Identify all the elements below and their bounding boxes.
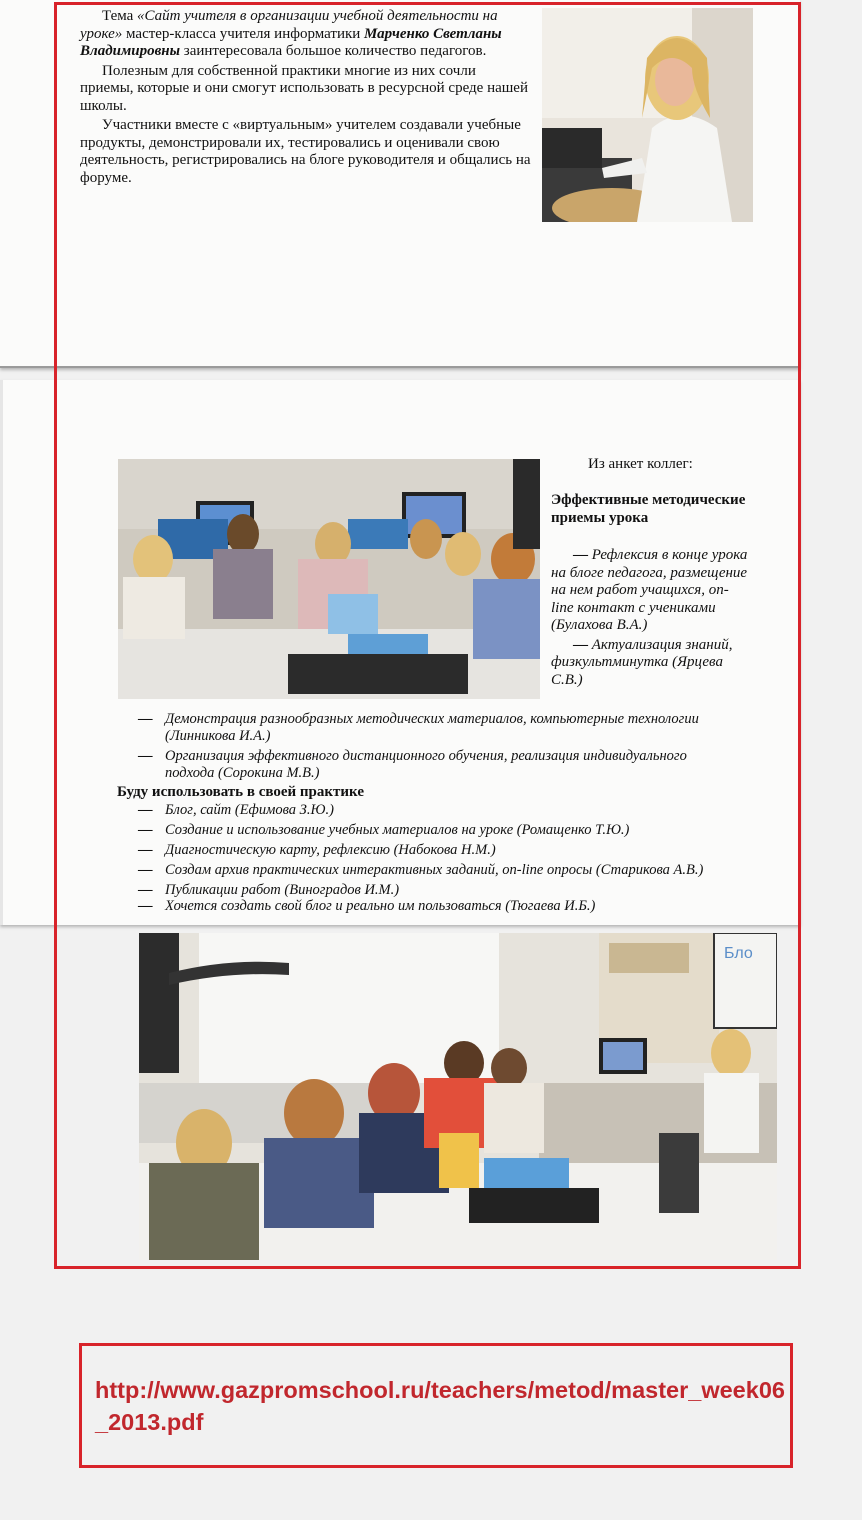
intro-paragraph-3: Участники вместе с «виртуальным» учителем создавали учебные продукты, демонстрировали их, тестировались и оценивали свою деятельность, регистрировались на блоге руководителя и общались на форуме.	[80, 117, 531, 186]
list-item: — Диагностическую карту, рефлексию (Набокова Н.М.)	[138, 842, 496, 858]
use-in-practice-heading: Буду использовать в своей практике	[117, 784, 364, 800]
screen-caption: Бло	[724, 945, 753, 962]
list-item: — Демонстрация разнообразных методических материалов, компьютерные технологии (Линникова И.А.)	[138, 711, 699, 744]
intro-paragraph-1: Тема «Сайт учителя в организации учебной деятельности на уроке» мастер-класса учителя информатики Марченко Светланы Владимировны заинтересовала большое количество педагогов.	[80, 8, 502, 59]
survey-heading: Эффективные методические приемы урока	[551, 492, 746, 526]
topic-title: «Сайт учителя в организации учебной деятельности на уроке»	[80, 8, 498, 42]
page-edge	[0, 380, 3, 925]
list-item: — Блог, сайт (Ефимова З.Ю.)	[138, 802, 334, 818]
list-item: — Хочется создать свой блог и реально им пользоваться (Тюгаева И.Б.)	[138, 898, 596, 914]
list-item: — Рефлексия в конце урока на блоге педагога, размещение на нем работ учащихся, on-line контакт с учениками (Булахова В.А.)	[551, 547, 748, 633]
teacher-name: Марченко Светланы Владимировны	[80, 25, 502, 59]
survey-title: Из анкет коллег:	[588, 456, 693, 472]
list-item: — Организация эффективного дистанционного обучения, реализация индивидуального подхода (Сорокина М.В.)	[138, 748, 687, 781]
list-item: — Актуализация знаний, физкультминутка (Ярцева С.В.)	[551, 636, 733, 688]
source-url-link[interactable]: http://www.gazpromschool.ru/teachers/metod/master_week06_2013.pdf	[95, 1377, 785, 1435]
list-item: — Создание и использование учебных материалов на уроке (Ромащенко Т.Ю.)	[138, 822, 630, 838]
list-item: — Создам архив практических интерактивных заданий, on-line опросы (Старикова А.В.)	[138, 862, 704, 878]
highlight-frame	[54, 2, 801, 1269]
intro-paragraph-2: Полезным для собственной практики многие из них сочли приемы, которые и они смогут использовать в ресурсной среде нашей школы.	[80, 62, 528, 114]
list-item: — Публикации работ (Виноградов И.М.)	[138, 882, 400, 898]
